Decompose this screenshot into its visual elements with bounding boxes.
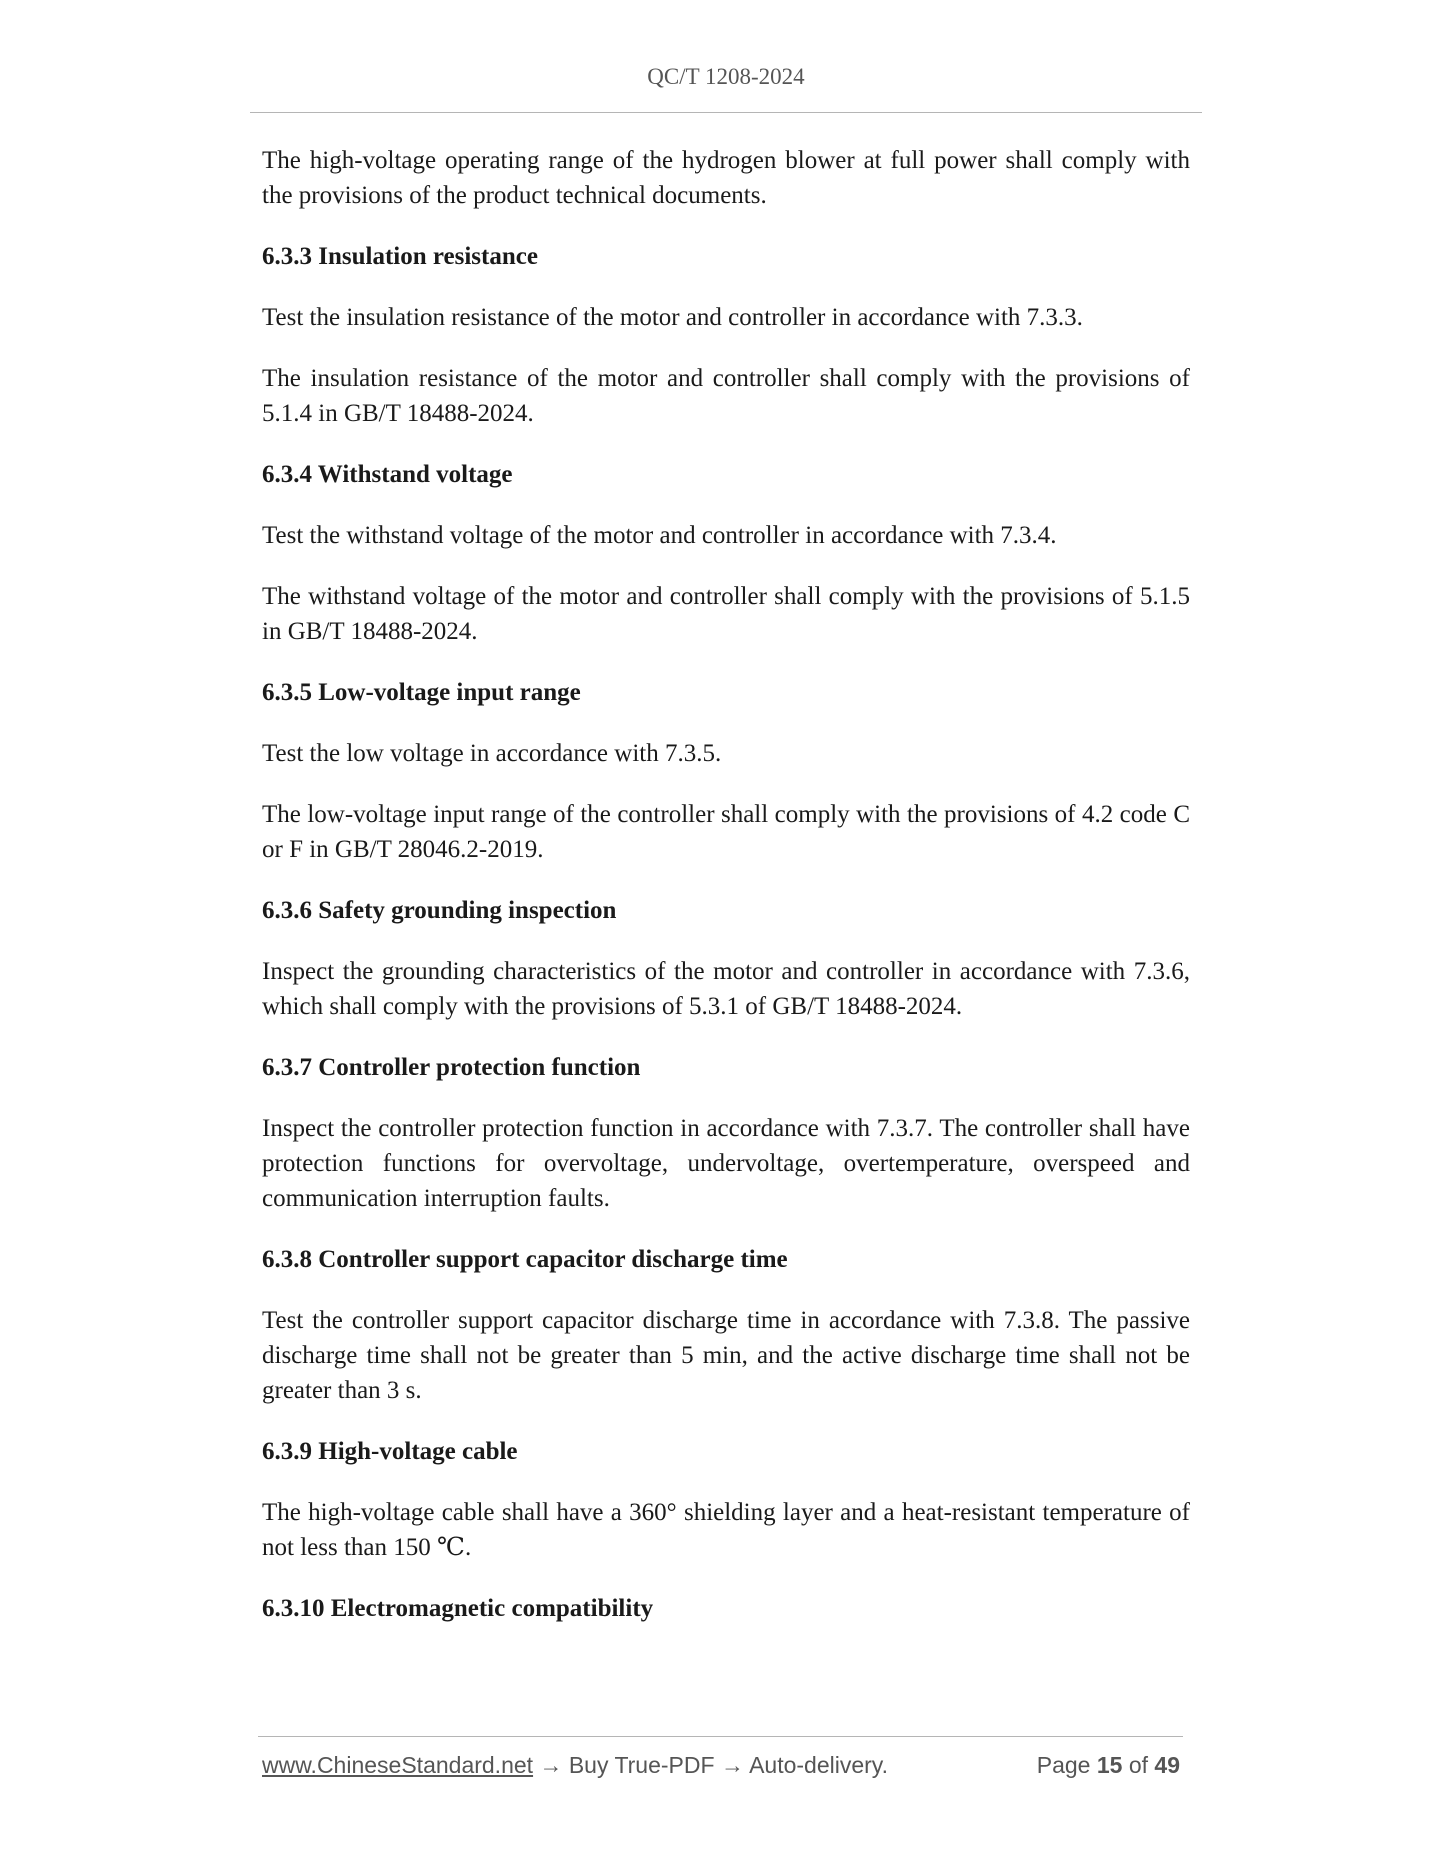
section-heading: 6.3.4 Withstand voltage: [262, 461, 513, 488]
page-number: [1037, 1752, 1180, 1779]
section-paragraph: Test the low voltage in accordance with 7.3.5.: [262, 740, 722, 767]
section-paragraph: The insulation resistance of the motor and controller shall comply with the provisions of 5.1.4 in GB/T 18488-2024.: [262, 365, 1190, 427]
section-heading: 6.3.8 Controller support capacitor discharge time: [262, 1246, 788, 1273]
buy-text: Buy True-PDF: [568, 1752, 715, 1778]
section-paragraph: The low-voltage input range of the controller shall comply with the provisions of 4.2 code C or F in GB/T 28046.2-2019.: [262, 801, 1190, 863]
section-paragraph: Inspect the controller protection function in accordance with 7.3.7. The controller shall have protection functions for overvoltage, undervoltage, overtemperature, overspeed and communication interruption faults.: [262, 1115, 1190, 1212]
website-link[interactable]: www.ChineseStandard.net: [262, 1752, 534, 1778]
section-heading: 6.3.3 Insulation resistance: [262, 243, 538, 270]
section-paragraph: Test the controller support capacitor discharge time in accordance with 7.3.8. The passive discharge time shall not be greater than 5 min, and the active discharge time shall not be greater than 3 s.: [262, 1307, 1190, 1404]
arrow-icon: →: [720, 1752, 744, 1778]
delivery-text: Auto-delivery.: [749, 1752, 888, 1778]
intro-paragraph: The high-voltage operating range of the hydrogen blower at full power shall comply with the provisions of the product technical documents.: [262, 147, 1190, 209]
footer-divider: [258, 1736, 1183, 1737]
section-paragraph: Test the insulation resistance of the motor and controller in accordance with 7.3.3.: [262, 304, 1083, 331]
section-heading: 6.3.5 Low-voltage input range: [262, 679, 581, 706]
footer-promo: [262, 1752, 888, 1779]
section-paragraph: The withstand voltage of the motor and controller shall comply with the provisions of 5.1.5 in GB/T 18488-2024.: [262, 583, 1190, 645]
section-paragraph: The high-voltage cable shall have a 360° shielding layer and a heat-resistant temperature of not less than 150 ℃.: [262, 1499, 1190, 1561]
arrow-icon: →: [539, 1752, 563, 1778]
section-heading: 6.3.7 Controller protection function: [262, 1054, 641, 1081]
header-divider: [250, 112, 1202, 113]
page-total: 49: [1154, 1752, 1180, 1778]
section-paragraph: Inspect the grounding characteristics of the motor and controller in accordance with 7.3.6, which shall comply with the provisions of 5.3.1 of GB/T 18488-2024.: [262, 958, 1190, 1020]
page-of: of: [1128, 1752, 1149, 1778]
document-header: QC/T 1208-2024: [647, 64, 805, 89]
page-label: Page: [1036, 1752, 1091, 1778]
section-heading: 6.3.10 Electromagnetic compatibility: [262, 1595, 654, 1622]
document-body: [262, 143, 1190, 1652]
section-heading: 6.3.9 High-voltage cable: [262, 1438, 518, 1465]
section-paragraph: Test the withstand voltage of the motor and controller in accordance with 7.3.4.: [262, 522, 1057, 549]
page-current: 15: [1096, 1752, 1123, 1778]
section-heading: 6.3.6 Safety grounding inspection: [262, 897, 617, 924]
